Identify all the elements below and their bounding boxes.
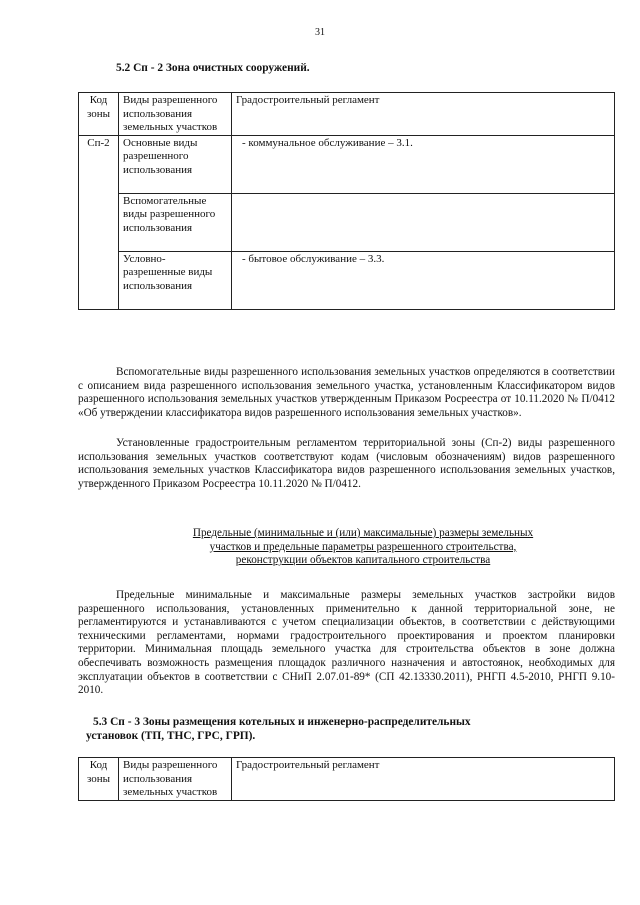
paragraph-auxiliary-uses: Вспомогательные виды разрешенного использования земельных участков определяются в соответствии с описанием вида разрешенного использования земельного участка, установленным Классификатором видов разрешенного использования земельных участков утвержденным Приказом Росреестра от 10.11.2020 № П/0412 «Об утверждении классификатора видов разрешенного использования земельных участков». bbox=[78, 366, 615, 419]
type-cell: Условно-разрешенные виды использования bbox=[119, 251, 232, 309]
header-regulation: Градостроительный регламент bbox=[232, 93, 615, 136]
table-row bbox=[79, 135, 615, 193]
header-code: Код зоны bbox=[79, 93, 119, 136]
header-code: Код зоны bbox=[79, 758, 119, 801]
header-types: Виды разрешенного использования земельных участков bbox=[119, 758, 232, 801]
header-regulation: Градостроительный регламент bbox=[232, 758, 615, 801]
regulation-cell bbox=[232, 193, 615, 251]
paragraph-established-uses: Установленные градостроительным регламентом территориальной зоны (Сп-2) виды разрешенного использования земельных участков соответствуют кодам (числовым обозначениям) видов разрешенного использования земельных участков Классификатора видов разрешенного использования земельных участков, утвержденного Приказом Росреестра 10.11.2020 № П/0412. bbox=[78, 437, 615, 490]
subsection-title-limits: Предельные (минимальные и (или) максимальные) размеры земельных участков и предельные параметры разрешенного строительства, реконструкции объектов капитального строительства bbox=[192, 527, 534, 567]
regulation-cell: - бытовое обслуживание – 3.3. bbox=[232, 251, 615, 309]
zone-code-cell: Сп-2 bbox=[79, 135, 119, 309]
regulation-cell: - коммунальное обслуживание – 3.1. bbox=[232, 135, 615, 193]
zone-table-sp2 bbox=[78, 92, 615, 310]
table-row bbox=[79, 251, 615, 309]
type-cell: Вспомогательные виды разрешенного использования bbox=[119, 193, 232, 251]
section-heading-5-2: 5.2 Сп - 2 Зона очистных сооружений. bbox=[116, 62, 310, 74]
page-number: 31 bbox=[315, 27, 325, 38]
table-header-row bbox=[79, 758, 615, 801]
section-heading-5-3: 5.3 Сп - 3 Зоны размещения котельных и инженерно-распределительных установок (ТП, ТНС, ГРС, ГРП). bbox=[86, 716, 471, 742]
table-header-row bbox=[79, 93, 615, 136]
type-cell: Основные виды разрешенного использования bbox=[119, 135, 232, 193]
table-row bbox=[79, 193, 615, 251]
zone-table-sp3 bbox=[78, 757, 615, 801]
header-types: Виды разрешенного использования земельных участков bbox=[119, 93, 232, 136]
paragraph-limits-text: Предельные минимальные и максимальные размеры земельных участков застройки видов разрешенного использования, установленных применительно к данной территориальной зоне, не регламентируются и устанавливаются с учетом специализации объектов, в соответствии с действующими техническими регламентами, нормами градостроительного проектирования и проектом планировки территории. Минимальная площадь земельного участка для строительства объектов в зоне должна обеспечивать возможность размещения площадок различного назначения и автостоянок, необходимых для эксплуатации объектов в соответствии с СНиП 2.07.01-89* (СП 42.13330.2011), РНГП 4.5-2010, РНГП 9.10-2010. bbox=[78, 589, 615, 697]
